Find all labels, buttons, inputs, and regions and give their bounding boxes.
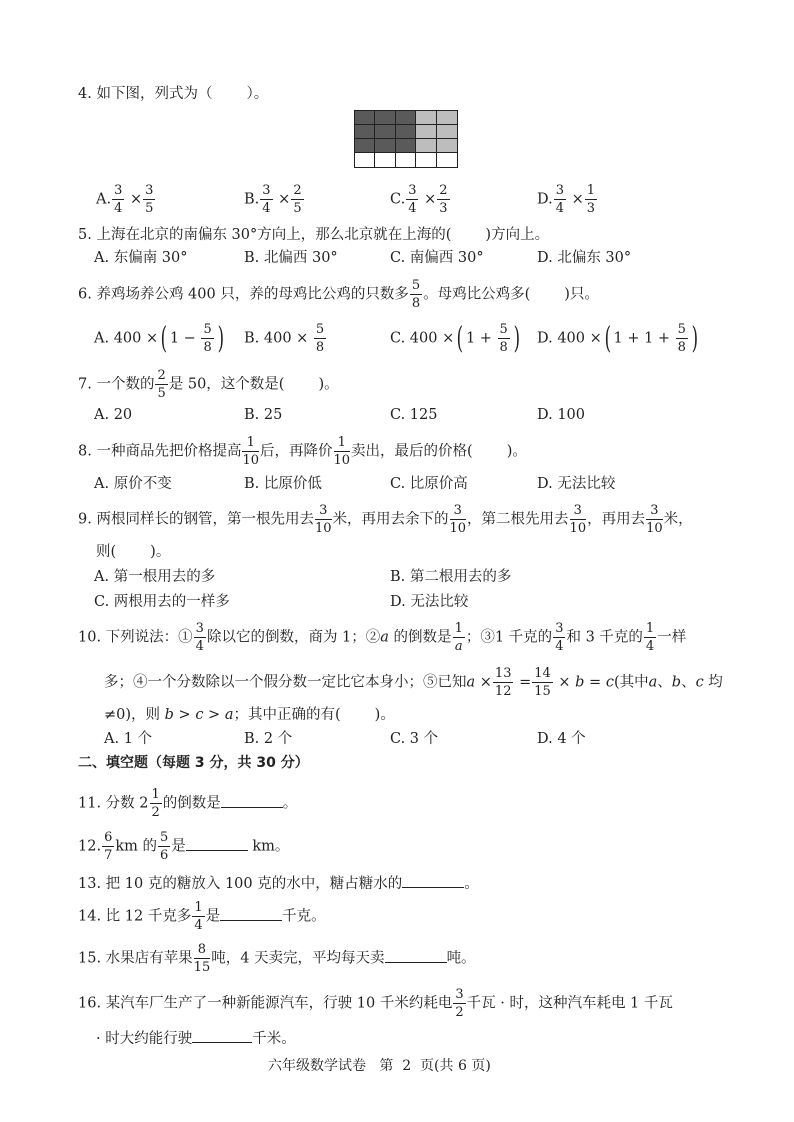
q11-answer-blank[interactable] xyxy=(221,795,283,808)
q7-stem: 7. 一个数的 $\frac{2}{5}$ 是 50，这个数是( )。 xyxy=(78,368,339,401)
q6-option-d[interactable]: D. 400 ×( 1 + 1 + $\frac{5}{8}$ ) xyxy=(537,320,699,356)
q5-stem: 5. 上海在北京的南偏东 30°方向上，那么北京就在上海的( )方向上。 xyxy=(78,227,550,243)
q4-fraction-grid-figure xyxy=(354,110,458,168)
grid-cell-white xyxy=(375,153,395,167)
grid-cell-dark xyxy=(396,125,416,139)
q8-option-a[interactable]: A. 原价不变 xyxy=(94,476,172,492)
q14-stem: 14. 比 12 千克多 $\frac{1}{4}$ 是 千克。 xyxy=(78,900,326,933)
q16-answer-blank[interactable] xyxy=(192,1030,252,1043)
grid-cell-dark xyxy=(396,111,416,125)
q4-option-c[interactable]: C. $\frac{3}{4}$ × $\frac{2}{3}$ xyxy=(390,183,448,216)
q10-stem-line1: 10. 下列说法：① $\frac{3}{4}$ 除以它的倒数，商为 1；②a 的倒数是 $\frac{1}{a}$ ；③1 千克的 $\frac{3}{4}$ 和 3 千克的 $\frac{1}{4}$ 一样 xyxy=(78,621,687,654)
grid-cell-white xyxy=(416,153,436,167)
section-heading-fill-in: 二、填空题（每题 3 分，共 30 分） xyxy=(78,755,309,771)
q13-answer-blank[interactable] xyxy=(402,875,464,888)
q5-option-d[interactable]: D. 北偏东 30° xyxy=(537,250,632,266)
q10-stem-line2: 多；④一个分数除以一个假分数一定比它本身小；⑤已知a × $\frac{13}{12}$ = $\frac{14}{15}$ × b = c(其中a、b、c 均 xyxy=(104,666,723,699)
q16-stem-line1: 16. 某汽车厂生产了一种新能源汽车，行驶 10 千米约耗电 $\frac{3}{2}$ 千瓦 · 时，这种汽车耗电 1 千瓦 xyxy=(78,987,673,1020)
grid-cell-white xyxy=(437,153,457,167)
q8-option-b[interactable]: B. 比原价低 xyxy=(244,476,322,492)
grid-cell-dark xyxy=(375,111,395,125)
q6-option-a[interactable]: A. 400 ×( 1 − $\frac{5}{8}$ ) xyxy=(94,320,224,356)
q4-stem: 4. 如下图，列式为（ ）。 xyxy=(78,86,269,102)
q5-option-b[interactable]: B. 北偏西 30° xyxy=(244,250,338,266)
q9-option-d[interactable]: D. 无法比较 xyxy=(390,594,469,610)
grid-cell-dark xyxy=(355,111,375,125)
q10-option-d[interactable]: D. 4 个 xyxy=(537,731,586,747)
grid-cell-dark xyxy=(375,125,395,139)
q7-option-d[interactable]: D. 100 xyxy=(537,407,586,423)
q11-stem: 11. 分数 2 $\frac{1}{2}$ 的倒数是 。 xyxy=(78,787,298,820)
q5-option-a[interactable]: A. 东偏南 30° xyxy=(94,250,188,266)
grid-cell-light xyxy=(416,111,436,125)
q7-option-c[interactable]: C. 125 xyxy=(390,407,438,423)
grid-cell-white xyxy=(396,153,416,167)
q4-option-a[interactable]: A. $\frac{3}{4}$ × $\frac{3}{5}$ xyxy=(96,183,154,216)
q15-answer-blank[interactable] xyxy=(385,950,447,963)
q6-option-c[interactable]: C. 400 ×( 1 + $\frac{5}{8}$ ) xyxy=(390,320,520,356)
q8-option-c[interactable]: C. 比原价高 xyxy=(390,476,468,492)
q12-stem: 12. $\frac{6}{7}$ km 的 $\frac{5}{6}$ 是 km。 xyxy=(78,830,290,863)
q16-stem-line2: · 时大约能行驶 千米。 xyxy=(96,1031,296,1047)
q4-option-d[interactable]: D. $\frac{3}{4}$ × $\frac{1}{3}$ xyxy=(537,183,596,216)
q10-option-b[interactable]: B. 2 个 xyxy=(244,731,293,747)
page-footer: 六年级数学试卷 第 2 页(共 6 页) xyxy=(268,1058,491,1074)
grid-cell-dark xyxy=(396,139,416,153)
q9-stem-line2: 则( )。 xyxy=(96,544,171,560)
q4-option-b[interactable]: B. $\frac{3}{4}$ × $\frac{2}{5}$ xyxy=(244,183,302,216)
q14-answer-blank[interactable] xyxy=(220,908,282,921)
q9-stem: 9. 两根同样长的钢管，第一根先用去 $\frac{3}{10}$ 米，再用去余下的 $\frac{3}{10}$ ，第二根先用去 $\frac{3}{10}$ ，再用去 $\frac{3}{10}$ 米， xyxy=(78,503,693,536)
q9-option-a[interactable]: A. 第一根用去的多 xyxy=(94,569,216,585)
q7-option-a[interactable]: A. 20 xyxy=(94,407,133,423)
q12-answer-blank[interactable] xyxy=(186,838,248,851)
q10-option-a[interactable]: A. 1 个 xyxy=(104,731,153,747)
grid-cell-light xyxy=(437,125,457,139)
q9-option-c[interactable]: C. 两根用去的一样多 xyxy=(94,594,230,610)
q6-option-b[interactable]: B. 400 × $\frac{5}{8}$ xyxy=(244,322,325,355)
grid-cell-light xyxy=(437,139,457,153)
grid-cell-dark xyxy=(355,139,375,153)
q15-stem: 15. 水果店有苹果 $\frac{8}{15}$ 吨，4 天卖完，平均每天卖 吨。 xyxy=(78,942,476,975)
grid-cell-light xyxy=(437,111,457,125)
q6-stem: 6. 养鸡场养公鸡 400 只，养的母鸡比公鸡的只数多 $\frac{5}{8}$ 。母鸡比公鸡多( )只。 xyxy=(78,278,599,311)
grid-cell-light xyxy=(416,125,436,139)
grid-cell-dark xyxy=(355,125,375,139)
q8-stem: 8. 一种商品先把价格提高 $\frac{1}{10}$ 后，再降价 $\frac{1}{10}$ 卖出，最后的价格( )。 xyxy=(78,435,527,468)
q10-stem-line3: ≠0)，则 b > c > a；其中正确的有( )。 xyxy=(104,707,395,723)
q10-option-c[interactable]: C. 3 个 xyxy=(390,731,439,747)
q13-stem: 13. 把 10 克的糖放入 100 克的水中，糖占糖水的 。 xyxy=(78,876,479,892)
q8-option-d[interactable]: D. 无法比较 xyxy=(537,476,616,492)
q5-option-c[interactable]: C. 南偏西 30° xyxy=(390,250,484,266)
q9-option-b[interactable]: B. 第二根用去的多 xyxy=(390,569,512,585)
grid-cell-white xyxy=(355,153,375,167)
grid-cell-light xyxy=(416,139,436,153)
q7-option-b[interactable]: B. 25 xyxy=(244,407,283,423)
grid-cell-dark xyxy=(375,139,395,153)
